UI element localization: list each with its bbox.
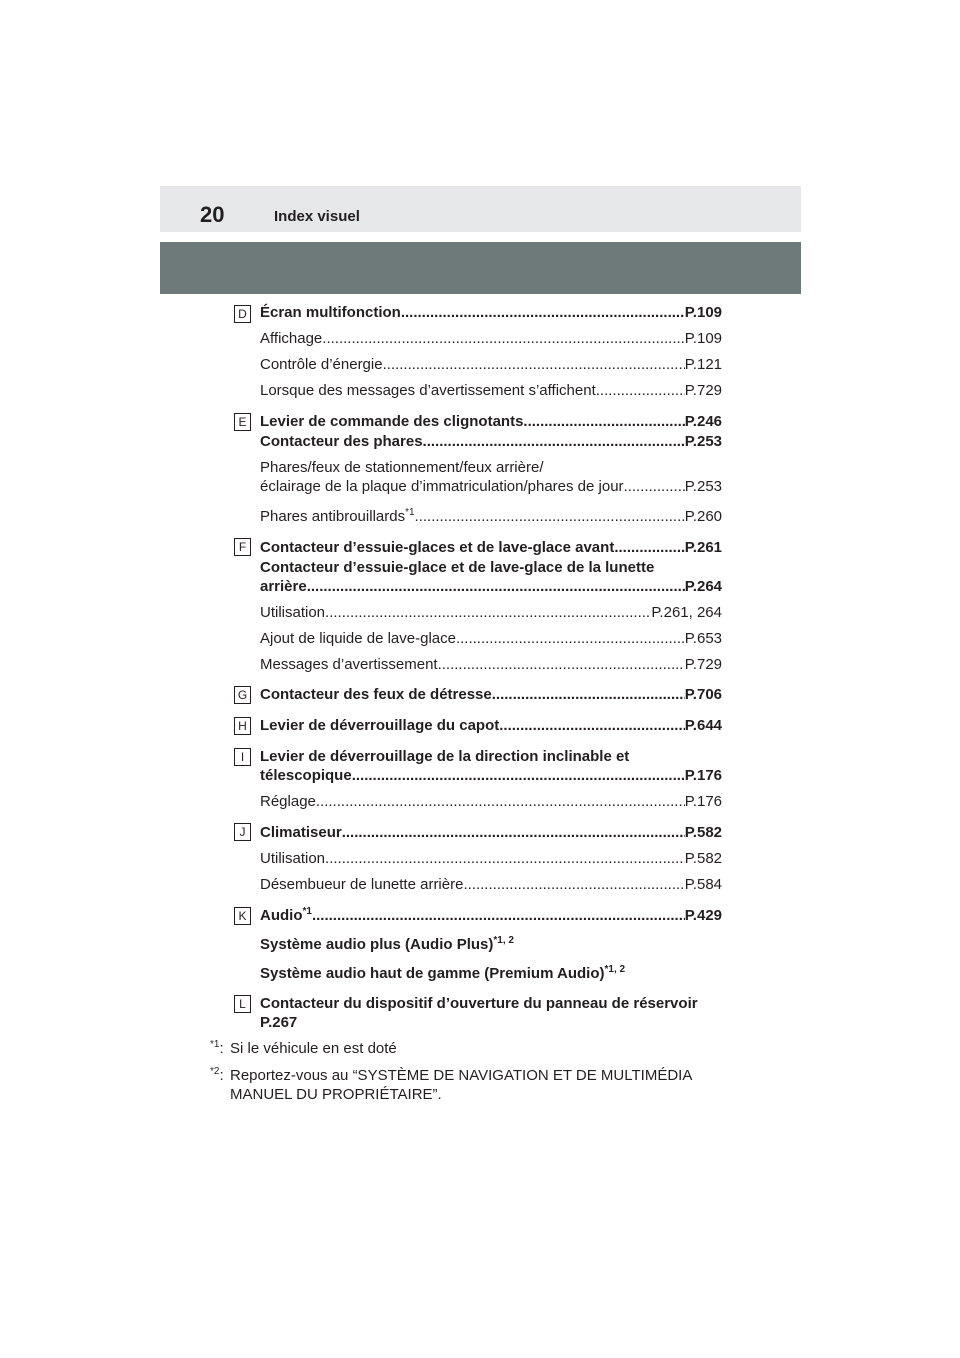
index-subentry[interactable]: Réglage ..... P.176	[260, 792, 722, 811]
page-ref[interactable]: P.582	[684, 824, 722, 841]
index-entry[interactable]: Levier de déverrouillage du capot ..... P.644	[260, 716, 722, 735]
section-letter-h: H	[234, 717, 251, 735]
index-subentry[interactable]: Phares/feux de stationnement/feux arrière/ éclairage de la plaque d’immatriculation/phares de jour ..... P.253	[260, 458, 722, 496]
page-ref[interactable]: P.109	[684, 330, 722, 347]
index-entry[interactable]: Contacteur d’essuie-glaces et de lave-glace avant ..... P.261	[260, 538, 722, 557]
footnote: $^{*1}$: Si le véhicule en est doté	[210, 1039, 397, 1057]
page-ref[interactable]: P.261, 264	[651, 604, 722, 621]
page-ref[interactable]: P.264	[684, 578, 722, 595]
index-subentry[interactable]: Lorsque des messages d’avertissement s’affichent ..... P.729	[260, 381, 722, 400]
page-ref[interactable]: P.729	[684, 382, 722, 399]
footnote: $^{*2}$: Reportez-vous au “SYSTÈME DE NAVIGATION ET DE MULTIMÉDIA MANUEL DU PROPRIÉTAIRE”.	[210, 1066, 692, 1103]
section-letter-i: I	[234, 748, 251, 766]
section-title: Index visuel	[274, 208, 360, 225]
page-ref[interactable]: P.644	[684, 717, 722, 734]
index-entry[interactable]: Climatiseur ..... P.582	[260, 823, 722, 842]
index-subentry[interactable]: Utilisation ..... P.582	[260, 849, 722, 868]
index-entry: Système audio haut de gamme (Premium Audio)$^{*1, 2}$	[260, 964, 626, 982]
index-entry[interactable]: Levier de commande des clignotants ..... P.246	[260, 412, 722, 431]
footnote-ref: *1, 2	[604, 964, 626, 975]
index-entry[interactable]: Audio$^{*1}$ ..... P.429	[260, 906, 722, 925]
page-ref[interactable]: P.253	[684, 433, 722, 450]
section-letter-j: J	[234, 823, 251, 841]
page-ref[interactable]: P.267	[260, 1014, 298, 1031]
page-ref[interactable]: P.261	[684, 539, 722, 556]
index-subentry[interactable]: Désembueur de lunette arrière ..... P.584	[260, 875, 722, 894]
page-number: 20	[200, 202, 225, 227]
page-ref[interactable]: P.176	[684, 767, 722, 784]
section-letter-e: E	[234, 413, 251, 431]
page-ref[interactable]: P.246	[684, 413, 722, 430]
section-letter-l: L	[234, 995, 251, 1013]
index-entry[interactable]: Levier de déverrouillage de la direction inclinable et télescopique ..... P.176	[260, 747, 722, 785]
index-entry[interactable]: Écran multifonction ..... P.109	[260, 303, 722, 322]
index-subentry[interactable]: Affichage ..... P.109	[260, 329, 722, 348]
index-entry[interactable]: Contacteur des phares ..... P.253	[260, 432, 722, 451]
page-ref[interactable]: P.653	[684, 630, 722, 647]
index-entry[interactable]: Contacteur du dispositif d’ouverture du panneau de réservoir P.267	[260, 995, 698, 1031]
footnote-ref: *1, 2	[493, 935, 514, 946]
page-ref[interactable]: P.176	[684, 793, 722, 810]
index-subentry[interactable]: Ajout de liquide de lave-glace ..... P.653	[260, 629, 722, 648]
page-ref[interactable]: P.584	[684, 876, 722, 893]
section-letter-d: D	[234, 305, 251, 323]
footnote-ref: *1	[302, 906, 312, 917]
section-letter-g: G	[234, 686, 251, 704]
page-ref[interactable]: P.706	[684, 686, 722, 703]
index-subentry[interactable]: Contrôle d’énergie ..... P.121	[260, 355, 722, 374]
page-ref[interactable]: P.109	[684, 304, 722, 321]
index-subentry[interactable]: Messages d’avertissement ..... P.729	[260, 655, 722, 674]
index-entry[interactable]: Contacteur d’essuie-glace et de lave-glace de la lunette arrière ..... P.264	[260, 558, 722, 596]
page-ref[interactable]: P.260	[684, 508, 722, 525]
index-entry: Système audio plus (Audio Plus)$^{*1, 2}$	[260, 935, 514, 953]
page-ref[interactable]: P.582	[684, 850, 722, 867]
index-subentry[interactable]: Phares antibrouillards$^{*1}$ ..... P.260	[260, 507, 722, 526]
page-ref[interactable]: P.253	[684, 478, 722, 495]
page-ref[interactable]: P.121	[684, 356, 722, 373]
section-letter-k: K	[234, 907, 251, 925]
page-ref[interactable]: P.429	[684, 907, 722, 924]
index-subentry[interactable]: Utilisation ..... P.261, 264	[260, 603, 722, 622]
index-entry[interactable]: Contacteur des feux de détresse ..... P.706	[260, 685, 722, 704]
page-ref[interactable]: P.729	[684, 656, 722, 673]
footnote-ref: *1	[405, 507, 415, 518]
section-letter-f: F	[234, 538, 251, 556]
